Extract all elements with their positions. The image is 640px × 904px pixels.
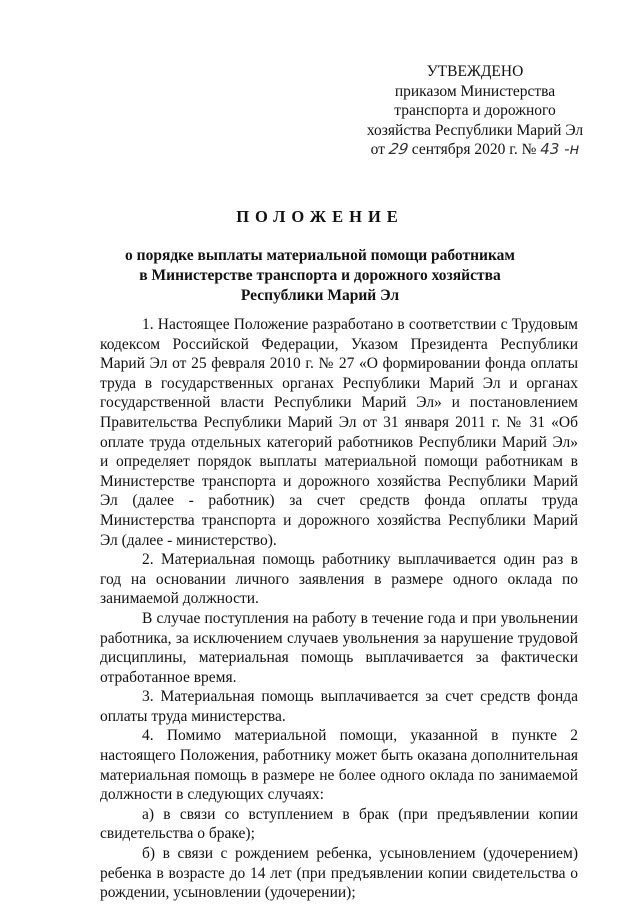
document-body <box>100 315 578 903</box>
document-title: ПОЛОЖЕНИЕ <box>236 207 404 226</box>
approval-date-line <box>340 140 610 160</box>
approval-date-day: 29 <box>387 140 410 158</box>
paragraph-4b: б) в связи с рождением ребенка, усыновлением (удочерением) ребенка в возрасте до 14 лет (при предъявлении копии свидетельства о рождении, усыновлении (удочерении); <box>100 845 578 902</box>
paragraph-4: 4. Помимо материальной помощи, указанной в пункте 2 настоящего Положения, работнику может быть оказана дополнительная материальная помощь в размере не более одного оклада по занимаемой должности в следующих случаях: <box>100 727 578 804</box>
approval-date-rest: сентября 2020 г. № <box>411 141 537 158</box>
paragraph-4a: а) в связи со вступлением в брак (при предъявлении копии свидетельства о браке); <box>100 805 578 843</box>
subtitle-line-1: о порядке выплаты материальной помощи работникам <box>125 247 515 264</box>
approval-line-1: приказом Министерства <box>394 82 556 100</box>
document-subtitle <box>60 246 580 306</box>
approval-line-3: хозяйства Республики Марий Эл <box>366 121 584 139</box>
subtitle-line-3: Республики Марий Эл <box>240 287 400 304</box>
approval-line-2: транспорта и дорожного <box>394 102 556 119</box>
paragraph-2: 2. Материальная помощь работнику выплачивается один раз в год на основании личного заявления в размере одного оклада по занимаемой должности. <box>100 551 578 608</box>
paragraph-1: 1. Настоящее Положение разработано в соответствии с Трудовым кодексом Российской Федерации, Указом Президента Республики Марий Эл от 25 февраля 2010 г. № 27 «О формировании фонда оплаты труда в государственных органах Республики Марий Эл и органах государственной власти Республики Марий Эл» и постановлением Правительства Республики Марий Эл от 31 января 2011 г. № 31 «Об оплате труда отдельных категорий работников Республики Марий Эл» и определяет порядок выплаты материальной помощи работникам в Министерстве транспорта и дорожного хозяйства Республики Марий Эл (далее - работник) за счет средств фонда оплаты труда Министерства транспорта и дорожного хозяйства Республики Марий Эл (далее - министерство). <box>100 316 578 549</box>
paragraph-3: 3. Материальная помощь выплачивается за счет средств фонда оплаты труда министерства. <box>100 688 578 725</box>
approval-stamp <box>340 62 610 160</box>
approval-heading: УТВЕЖДЕНО <box>426 63 524 80</box>
approval-date-prefix: от <box>370 141 385 158</box>
subtitle-line-2: в Министерстве транспорта и дорожного хозяйства <box>139 267 501 284</box>
paragraph-2-continuation: В случае поступления на работу в течение года и при увольнении работника, за исключением случаев увольнения за нарушение трудовой дисциплины, материальная помощь выплачивается за фактически отработанное время. <box>100 609 578 686</box>
approval-order-number: 43 -н <box>540 140 580 158</box>
